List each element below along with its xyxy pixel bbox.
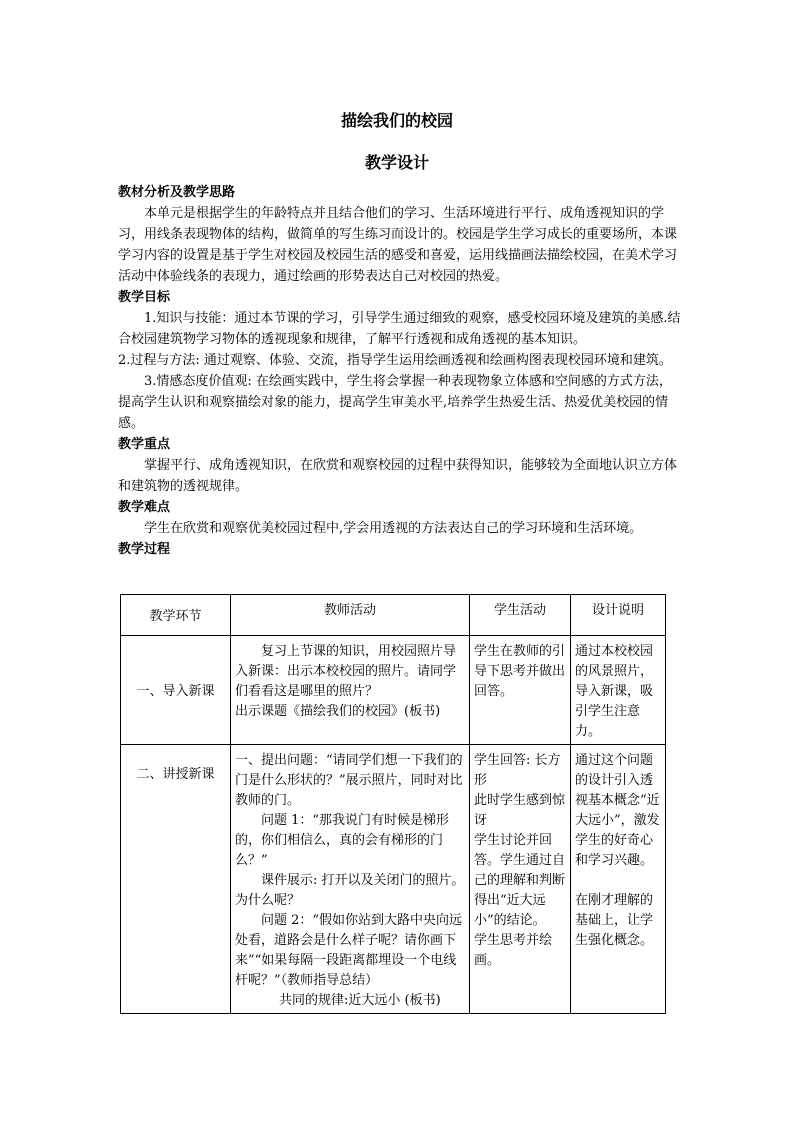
header-stage: 教学环节 [121, 595, 231, 636]
goal-item: 1.知识与技能：通过本节课的学习，引导学生通过细致的观察，感受校园环境及建筑的美感.结合校园建筑物学习物体的透视现象和规律，了解平行透视和成角透视的基本知识。 [118, 311, 681, 347]
table-row [121, 636, 666, 745]
key-heading: 教学重点 [118, 437, 171, 452]
row1-teacher-line: 复习上节课的知识，用校园照片导入新课：出示本校校园的照片。请同学们看看这是哪里的照片？ [235, 644, 457, 699]
row2-teacher-line: 一、提出问题：“请同学们想一下我们的门是什么形状的？”展示照片，同时对比教师的门。 [235, 753, 463, 808]
row2-student-line: 学生思考并绘画。 [474, 933, 553, 968]
row2-design [571, 745, 666, 1014]
header-design: 设计说明 [571, 595, 666, 636]
document-body [118, 182, 684, 560]
difficulty-text: 学生在欣赏和观察优美校园过程中,学会用透视的方法表达自己的学习环境和生活环境。 [144, 521, 643, 536]
row1-student: 学生在教师的引导下思考并做出回答。 [470, 636, 571, 745]
row2-teacher-line: 问题 2：“假如你站到大路中央向远处看，道路会是什么样子呢？请你画下来”“如果每隔一段距离都埋设一个电线杆呢？”（教师指导总结） [235, 913, 463, 988]
row2-design-line: 通过这个问题的设计引入透视基本概念“近大远小”，激发学生的好奇心和学习兴趣。 [575, 753, 660, 868]
goal-item: 3.情感态度价值观: 在绘画实践中，学生将会掌握一种表现物象立体感和空间感的方式方法，提高学生认识和观察描绘对象的能力，提高学生审美水平,培养学生热爱生活、热爱优美校园的情感。 [118, 374, 672, 431]
process-heading: 教学过程 [118, 542, 171, 557]
analysis-heading: 教材分析及教学思路 [118, 185, 236, 200]
row1-teacher [231, 636, 470, 745]
difficulty-heading: 教学难点 [118, 500, 171, 515]
row1-design: 通过本校校园的风景照片，导入新课，吸引学生注意力。 [571, 636, 666, 745]
header-teacher: 教师活动 [231, 595, 470, 636]
row2-teacher-line: 课件展示: 打开以及关闭门的照片。为什么呢？ [235, 873, 465, 908]
row2-student [470, 745, 571, 1014]
row2-student-line: 学生讨论并回答。学生通过自己的理解和判断得出“近大远小”的结论。 [474, 833, 566, 928]
page-title: 描绘我们的校园 [340, 111, 453, 130]
analysis-text: 本单元是根据学生的年龄特点并且结合他们的学习、生活环境进行平行、成角透视知识的学习，用线条表现物体的结构，做简单的写生练习而设计的。校园是学生学习成长的重要场所，本课学习内容的设置是基于学生对校园及校园生活的感受和喜爱，运用线描画法描绘校园，在美术学习活动中体验线条的表现力，通过绘画的形势表达自己对校园的热爱。 [118, 206, 678, 284]
row2-design-line: 在刚才理解的基础上，让学生强化概念。 [575, 893, 654, 948]
row1-teacher-line: 出示课题《描绘我们的校园》(板书) [235, 704, 441, 719]
row2-teacher-line: 问题 1：“那我说门有时候是梯形的，你们相信么，真的会有梯形的门么？” [235, 813, 450, 868]
table-row [121, 745, 666, 1014]
page-subtitle: 教学设计 [364, 153, 429, 172]
header-student: 学生活动 [470, 595, 571, 636]
row2-teacher-line: 共同的规律:近大远小 (板书) [279, 993, 441, 1008]
row1-stage: 一、导入新课 [121, 636, 231, 745]
row2-teacher [231, 745, 470, 1014]
lesson-table [120, 594, 666, 1014]
table-header-row [121, 595, 666, 636]
row2-student-line: 此时学生感到惊讶 [474, 793, 566, 828]
row2-student-line: 学生回答: 长方形 [474, 753, 561, 788]
key-text: 掌握平行、成角透视知识，在欣赏和观察校园的过程中获得知识，能够较为全面地认识立方体和建筑物的透视规律。 [118, 458, 678, 494]
row2-stage: 二、讲授新课 [121, 745, 231, 1014]
goals-heading: 教学目标 [118, 290, 171, 305]
goal-item: 2.过程与方法: 通过观察、体验、交流，指导学生运用绘画透视和绘画构图表现校园环境和建筑。 [118, 353, 672, 368]
